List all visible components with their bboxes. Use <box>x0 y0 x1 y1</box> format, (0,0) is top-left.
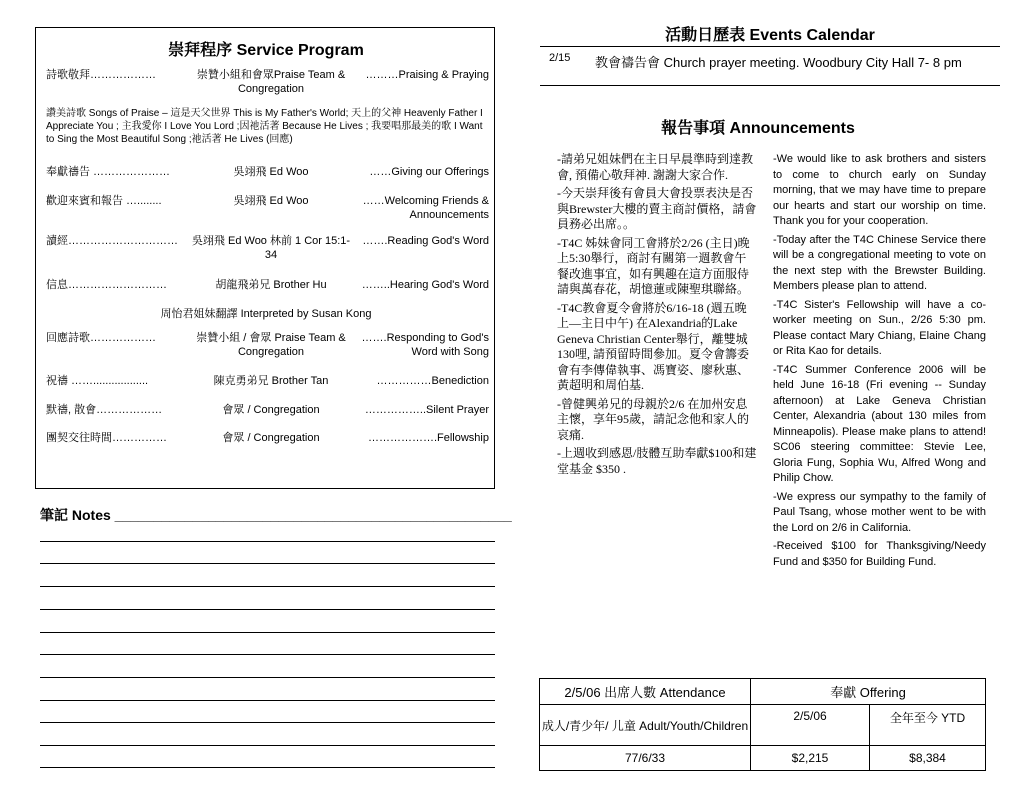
announcement-chinese-item: -上週收到感恩/肢體互助奉獻$100和建堂基金 $350 . <box>557 446 757 476</box>
announcements-english <box>773 152 986 573</box>
announcement-english-item: -We express our sympathy to the family of Paul Tsang, whose mother went to be with the Lord on 2/6 in California. <box>773 490 986 534</box>
interpreter-line: 周怡君姐妹翻譯 Interpreted by Susan Kong <box>160 308 372 320</box>
attendance-value: 77/6/33 <box>540 746 751 771</box>
program-leader: 吳翊飛 Ed Woo <box>233 195 309 207</box>
offering-date-value: $2,215 <box>751 746 870 771</box>
songs-of-praise: 讚美詩歌 Songs of Praise – 這是天父世界 This is My Father's World; 天上的父神 Heavenly Father I Appreciate You ; 主我愛你 I Love You Lord ;因祂活著 Because He Lives ; 我要唱那最美的歌 I Want to Sing the Most Beautiful Song ;祂活著 He Lives (回應) <box>46 108 483 145</box>
events-top-rule <box>540 46 1000 47</box>
program-item: 詩歌敬拜……………… <box>46 69 156 81</box>
offering-date-subheader: 2/5/06 <box>751 705 870 746</box>
attendance-subheader: 成人/青少年/ 儿童 Adult/Youth/Children <box>540 705 751 746</box>
program-leader: 會眾 / Congregation <box>222 432 320 444</box>
program-leader: 陳克勇弟兄 Brother Tan <box>213 375 329 387</box>
offering-ytd-value: $8,384 <box>870 746 986 771</box>
table-row <box>540 746 986 771</box>
announcement-english-item: -We would like to ask brothers and sisters to come to church early on Sunday morning, that we may have time to prepare our hearts and start our worship on time. Thank you for your cooperation. <box>773 153 986 227</box>
table-subheader-row <box>540 705 986 746</box>
program-purpose: …….Reading God's Word <box>362 235 489 247</box>
event-description: 教會禱告會 Church prayer meeting. Woodbury City Hall 7- 8 pm <box>595 55 962 70</box>
program-leader: 吳翊飛 Ed Woo 林前 1 Cor 15:1-34 <box>191 235 351 261</box>
program-purpose: ……………….Fellowship <box>367 432 489 444</box>
program-item: 歡迎來賓和報告 …........ <box>46 195 162 207</box>
announcement-chinese-item: -T4C教會夏令會將於6/16-18 (週五晚上—主日中午) 在Alexandria的Lake Geneva Christian Center舉行，離雙城130哩, 請預留時間參加。夏令會籌委會有李傳偉執事、馮寶姿、廖秋惠、黃超明和周伯基. <box>557 300 750 392</box>
notes-line <box>40 677 495 678</box>
notes-line <box>40 654 495 655</box>
announcements-title: 報告事項 Announcements <box>661 120 855 137</box>
offering-ytd-subheader: 全年至今 YTD <box>870 705 986 746</box>
program-item: 回應詩歌……………… <box>46 332 156 344</box>
announcements-chinese <box>557 152 757 480</box>
notes-line <box>40 745 495 746</box>
program-item: 讀經………………………… <box>46 235 178 247</box>
attendance-offering-table <box>539 678 986 771</box>
events-title: 活動日歷表 Events Calendar <box>665 27 875 44</box>
attendance-header: 2/5/06 出席人數 Attendance <box>540 679 751 705</box>
notes-title: 筆記 Notes ___________________________________________________ <box>40 507 512 523</box>
table-header-row <box>540 679 986 705</box>
program-purpose: ……………Benediction <box>376 375 489 387</box>
program-leader: 崇贊小組和會眾Praise Team & Congregation <box>196 69 346 95</box>
announcement-english-item: -T4C Summer Conference 2006 will be held June 16-18 (Fri evening -- Sunday afternoon) at Lake Geneva Christian Center, Alexandria (about 130 miles from Minneapolis). Please make plans to attend! SC06 steering committee: Stevie Lee, Gloria Fung, Sophia Wu, Alfred Wong and Philip Chow. <box>773 363 986 484</box>
program-leader: 崇贊小組 / 會眾 Praise Team & Congregation <box>196 332 346 358</box>
announcement-english-item: -Received $100 for Thanksgiving/Needy Fund and $350 for Building Fund. <box>773 540 986 568</box>
service-program-box <box>35 27 495 489</box>
program-item: 默禱, 散會……………… <box>46 404 163 416</box>
events-bottom-rule <box>540 85 1000 86</box>
announcement-chinese-item: -T4C 姊妹會同工會將於2/26 (主日)晚上5:30舉行，商討有關第一週教會午餐改進事宜，如有興趣在這方面服侍請與萬春花，胡憶蓮或陳聖琪聯絡。 <box>557 235 750 296</box>
event-date: 2/15 <box>549 52 571 64</box>
offering-header: 奉獻 Offering <box>751 679 986 705</box>
notes-line <box>40 586 495 587</box>
program-leader: 吳翊飛 Ed Woo <box>233 166 309 178</box>
notes-line <box>40 767 495 768</box>
program-purpose: ……..Hearing God's Word <box>361 279 489 291</box>
program-item: 信息……………………… <box>46 279 167 291</box>
program-item: 祝禱 …….................. <box>46 375 149 387</box>
announcement-english-item: -T4C Sister's Fellowship will have a co-worker meeting on Sun., 2/26 5:30 pm. Please contact Mary Chiang, Elaine Chang or Rita Kao for details. <box>773 298 986 357</box>
program-item: 團契交往時間…………… <box>46 432 167 444</box>
announcement-chinese-item: -今天崇拜後有會員大會投票表決是否與Brewster大樓的賣主商討價格，請會員務必出席。。 <box>557 186 757 231</box>
notes-line <box>40 541 495 542</box>
program-purpose: ………Praising & Praying <box>365 69 489 81</box>
program-item: 奉獻禱告 ………………… <box>46 166 171 178</box>
notes-line <box>40 563 495 564</box>
announcement-english-item: -Today after the T4C Chinese Service there will be a congregational meeting to vote on the next step with the Brewster Building. Members please plan to attend. <box>773 233 986 292</box>
program-purpose: ……Giving our Offerings <box>369 166 489 178</box>
program-purpose: ……Welcoming Friends & Announcements <box>362 195 489 221</box>
program-leader: 會眾 / Congregation <box>222 404 320 416</box>
announcement-chinese-item: -請弟兄姐妹們在主日早晨準時到達教會, 預備心敬拜神. 謝謝大家合作. <box>557 152 753 182</box>
notes-line <box>40 722 495 723</box>
notes-line <box>40 700 495 701</box>
program-purpose: …….Responding to God's Word with Song <box>361 332 489 358</box>
announcement-chinese-item: -曾健興弟兄的母親於2/6 在加州安息主懷，享年95歲，請記念他和家人的哀痛. <box>557 396 750 442</box>
program-leader: 胡龍飛弟兄 Brother Hu <box>215 279 327 291</box>
notes-line <box>40 632 495 633</box>
notes-line <box>40 609 495 610</box>
program-purpose: ……………..Silent Prayer <box>364 404 489 416</box>
program-title: 崇拜程序 Service Program <box>168 42 364 59</box>
